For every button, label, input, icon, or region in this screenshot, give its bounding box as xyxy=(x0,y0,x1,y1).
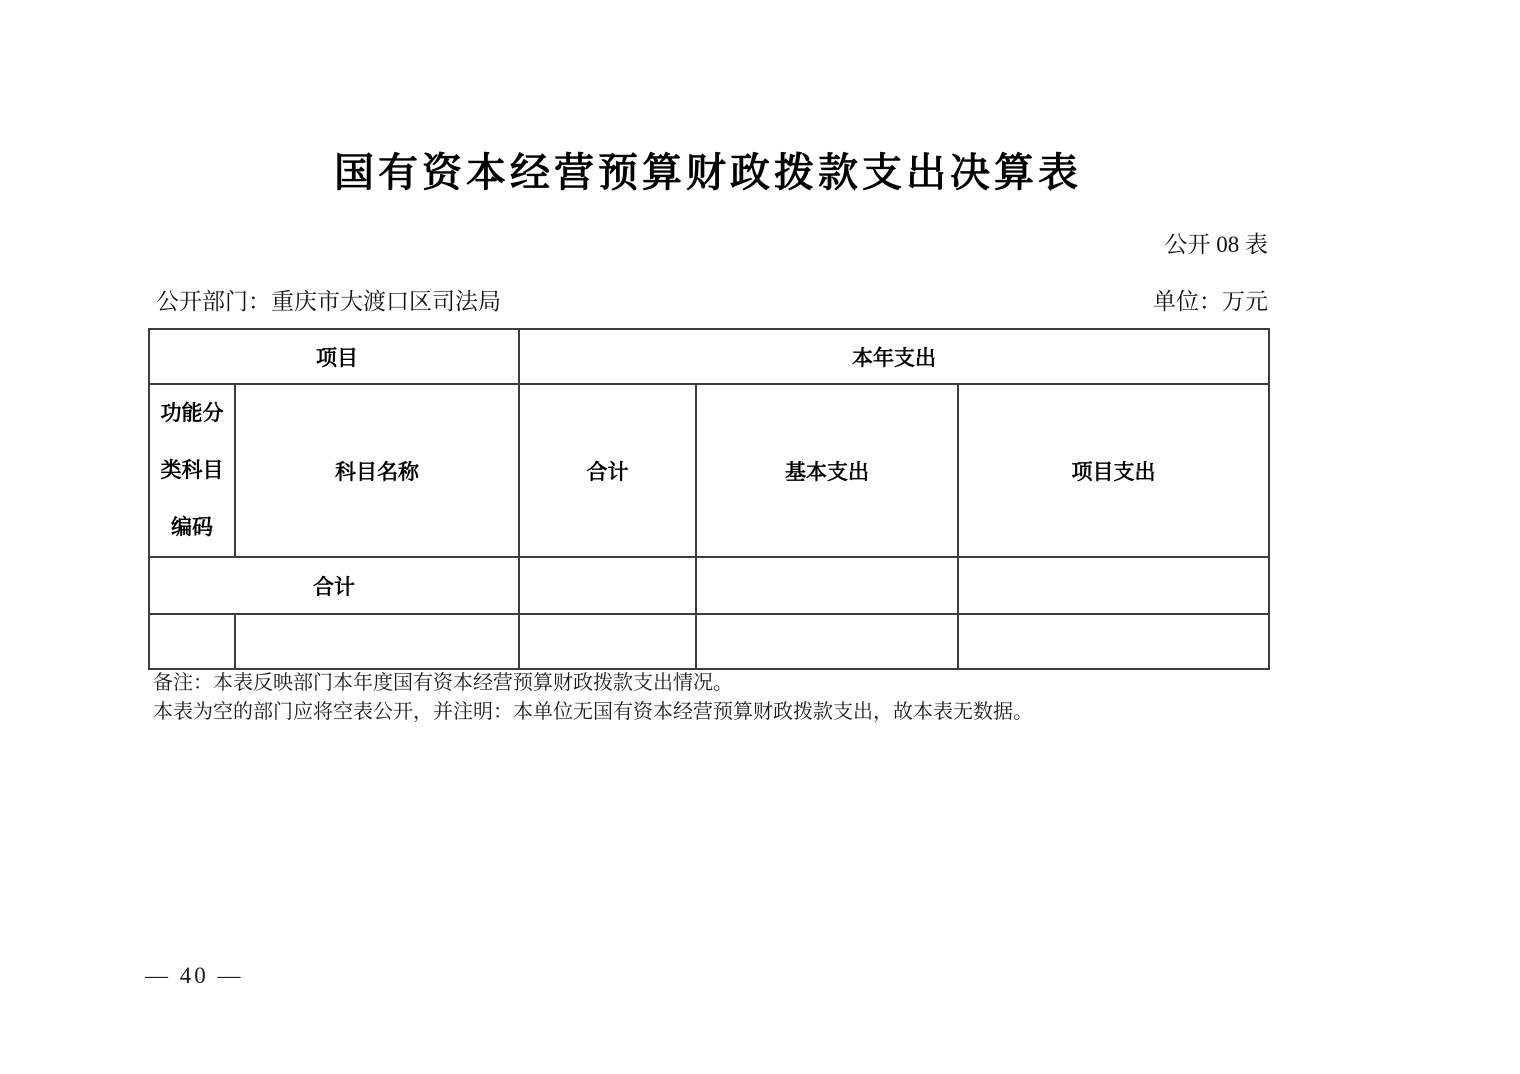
data-row-name xyxy=(235,614,519,669)
total-row-basic-value xyxy=(696,557,958,614)
department-label: 公开部门：重庆市大渡口区司法局 xyxy=(156,289,501,314)
unit-label: 单位：万元 xyxy=(1153,289,1268,314)
header-subject-name: 科目名称 xyxy=(235,384,519,557)
table-total-row xyxy=(149,557,1269,614)
header-basic-expenditure: 基本支出 xyxy=(696,384,958,557)
note-line-1: 备注：本表反映部门本年度国有资本经营预算财政拨款支出情况。 xyxy=(153,672,733,694)
header-current-year-expenditure: 本年支出 xyxy=(519,329,1269,384)
table-data-row xyxy=(149,614,1269,669)
data-row-project xyxy=(958,614,1269,669)
table-code-label: 公开 08 表 xyxy=(1164,232,1268,257)
header-function-class-code-line1: 功能分 xyxy=(160,402,224,425)
footnotes xyxy=(153,669,1033,727)
header-item: 项目 xyxy=(149,329,519,384)
page-number: — 40 — xyxy=(145,963,244,988)
header-function-class-code-line3: 编码 xyxy=(171,516,213,539)
table-header-row-1 xyxy=(149,329,1269,384)
note-line-2: 本表为空的部门应将空表公开，并注明：本单位无国有资本经营预算财政拨款支出，故本表无数据。 xyxy=(153,701,1033,723)
meta-row xyxy=(156,283,1268,316)
data-row-total xyxy=(519,614,696,669)
total-row-total-value xyxy=(519,557,696,614)
total-row-label: 合计 xyxy=(149,557,519,614)
header-total: 合计 xyxy=(519,384,696,557)
total-row-project-value xyxy=(958,557,1269,614)
data-row-code xyxy=(149,614,235,669)
header-project-expenditure: 项目支出 xyxy=(958,384,1269,557)
table-header-row-2 xyxy=(149,384,1269,557)
header-function-class-code xyxy=(149,384,235,557)
page-title: 国有资本经营预算财政拨款支出决算表 xyxy=(334,151,1082,195)
header-function-class-code-line2: 类科目 xyxy=(160,459,224,482)
data-row-basic xyxy=(696,614,958,669)
budget-table xyxy=(148,328,1270,670)
